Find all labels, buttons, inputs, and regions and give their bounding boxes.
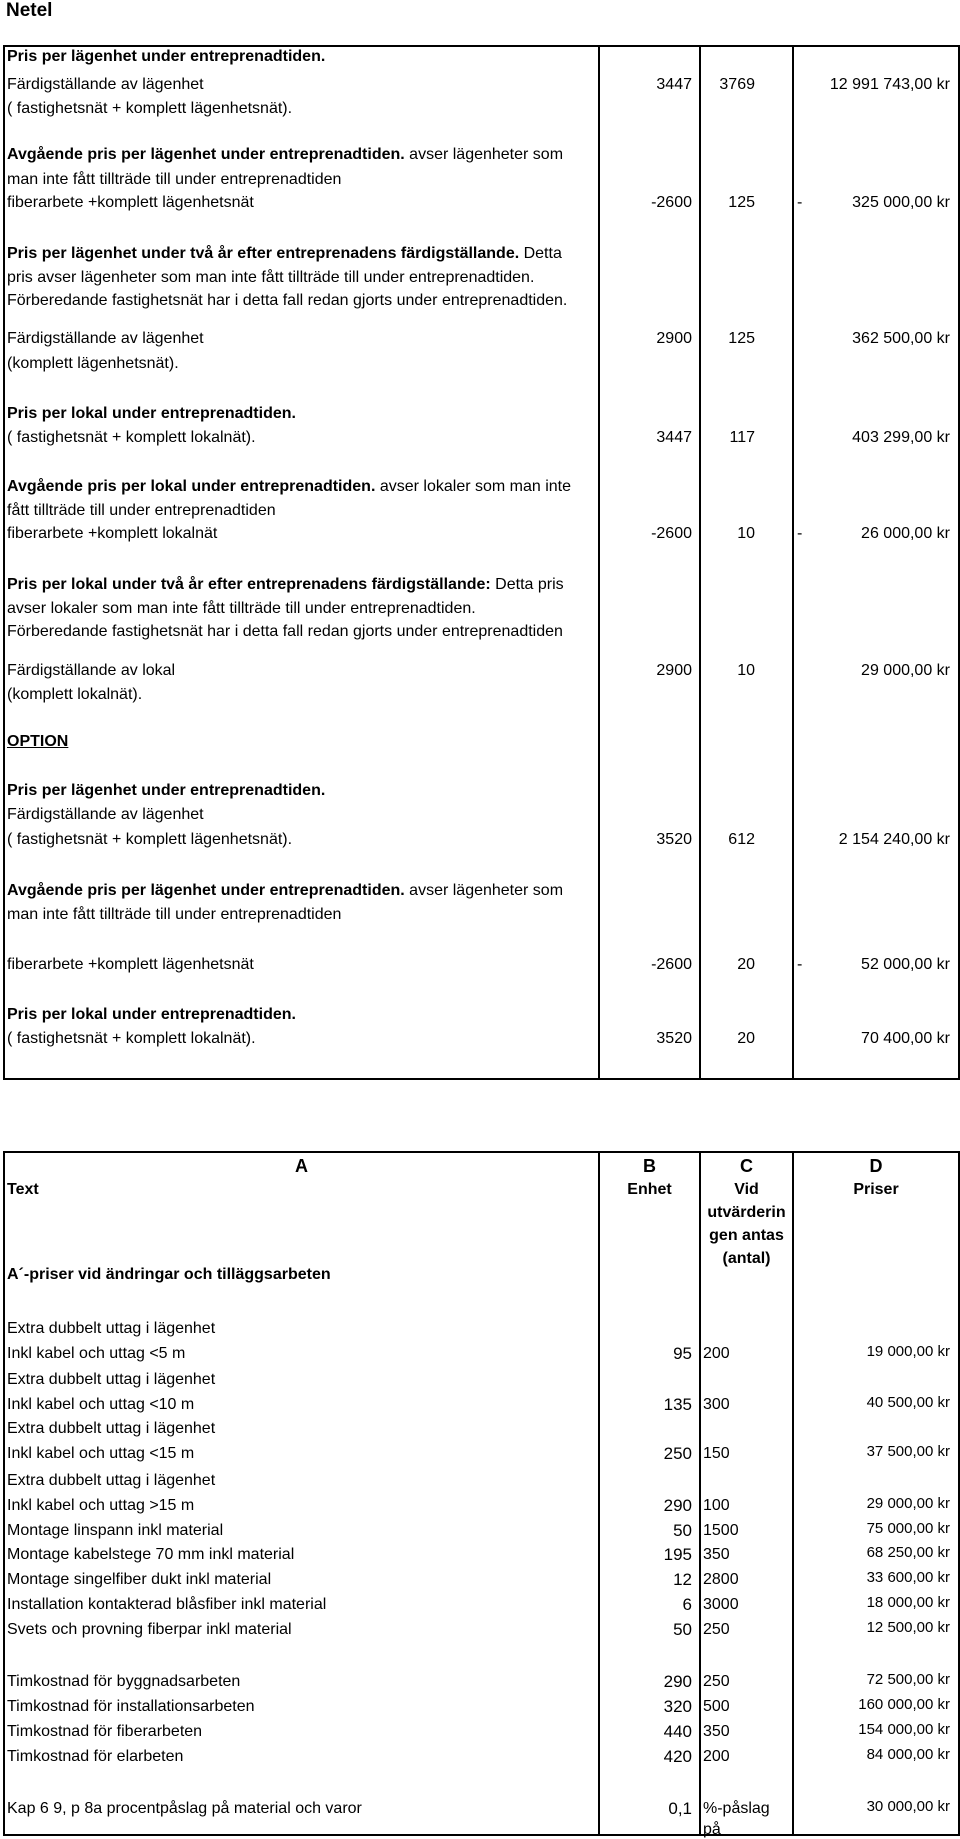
s8-val2: 20	[737, 956, 755, 973]
row-enhet: 6	[682, 1595, 692, 1614]
s1-val1: 3447	[656, 76, 692, 93]
s5-heading: Avgående pris per lokal under entreprenadtiden.	[7, 478, 376, 495]
header-vid-line3: gen antas	[709, 1227, 784, 1244]
frame-bottom-border	[3, 1078, 960, 1080]
page-title: Netel	[6, 0, 53, 21]
row-pris: 12 500,00 kr	[866, 1619, 950, 1636]
s5-note: avser lokaler som man inte	[375, 478, 572, 495]
s3-note: Detta	[519, 245, 562, 262]
s6-heading: Pris per lokal under två år efter entreprenadens färdigställande:	[7, 576, 491, 593]
s5-total: 26 000,00 kr	[861, 525, 950, 542]
s8-line2: man inte fått tillträde till under entreprenadtiden	[7, 906, 342, 923]
row-pris: 30 000,00 kr	[866, 1798, 950, 1815]
s2-note: avser lägenheter som	[404, 146, 564, 163]
s7-heading: Pris per lägenhet under entreprenadtiden.	[7, 782, 326, 799]
row-pris: 75 000,00 kr	[866, 1520, 950, 1537]
row-pris: 19 000,00 kr	[866, 1343, 950, 1360]
row-text: Montage kabelstege 70 mm inkl material	[7, 1546, 295, 1563]
row-pris: 154 000,00 kr	[858, 1721, 950, 1738]
s4-heading: Pris per lokal under entreprenadtiden.	[7, 405, 296, 422]
s8-note: avser lägenheter som	[404, 882, 564, 899]
header-vid-line4: (antal)	[722, 1250, 771, 1267]
s4-total: 403 299,00 kr	[852, 429, 950, 446]
row-enhet: 320	[663, 1697, 692, 1716]
row-text: Inkl kabel och uttag >15 m	[7, 1497, 195, 1514]
table-top-border	[3, 1151, 960, 1153]
header-vid-line2: utvärderin	[707, 1204, 786, 1221]
row-antal: 2800	[703, 1571, 739, 1588]
s6-line2: avser lokaler som man inte fått tillträde till under entreprenadtiden.	[7, 600, 476, 617]
s3-val2: 125	[728, 330, 755, 347]
column-letter-a: A	[295, 1156, 308, 1176]
row-text: Inkl kabel och uttag <5 m	[7, 1345, 186, 1362]
row-enhet: 290	[663, 1496, 692, 1515]
row-enhet: 195	[663, 1545, 692, 1564]
row-pris: 37 500,00 kr	[866, 1443, 950, 1460]
header-vid-line1: Vid	[734, 1181, 759, 1198]
row-antal: 350	[703, 1546, 730, 1563]
s7-line2: Färdigställande av lägenhet	[7, 806, 204, 823]
row-enhet: 135	[663, 1395, 692, 1414]
s5-dash: -	[797, 525, 803, 542]
s2-heading-line	[7, 145, 563, 164]
s2-dash: -	[797, 194, 803, 211]
s1-val2: 3769	[719, 76, 755, 93]
row-text: Installation kontakterad blåsfiber inkl material	[7, 1596, 327, 1613]
row-antal: 3000	[703, 1596, 739, 1613]
header-text: Text	[7, 1181, 39, 1198]
s3-total: 362 500,00 kr	[852, 330, 950, 347]
s5-line2: fått tillträde till under entreprenadtiden	[7, 502, 276, 519]
s6-total: 29 000,00 kr	[861, 662, 950, 679]
row-antal: 250	[703, 1621, 730, 1638]
s3-line5: (komplett lägenhetsnät).	[7, 355, 179, 372]
row-pris: 68 250,00 kr	[866, 1544, 950, 1561]
s3-heading-line	[7, 244, 562, 263]
row-antal-line2: på	[703, 1821, 721, 1838]
option-label: OPTION	[7, 733, 69, 750]
row-antal: 100	[703, 1497, 730, 1514]
s8-heading: Avgående pris per lägenhet under entreprenadtiden.	[7, 882, 405, 899]
s9-val2: 20	[737, 1030, 755, 1047]
s9-line2: ( fastighetsnät + komplett lokalnät).	[7, 1030, 256, 1047]
row-antal: 250	[703, 1673, 730, 1690]
table-bottom-border	[3, 1834, 960, 1836]
s1-heading: Pris per lägenhet under entreprenadtiden.	[7, 48, 326, 65]
s5-val1: -2600	[651, 525, 692, 542]
s3-heading: Pris per lägenhet under två år efter entreprenadens färdigställande.	[7, 245, 520, 262]
s1-line1: Färdigställande av lägenhet	[7, 76, 204, 93]
row-pris: 160 000,00 kr	[858, 1696, 950, 1713]
s1-total: 12 991 743,00 kr	[829, 76, 950, 93]
s2-val2: 125	[728, 194, 755, 211]
row-antal: 500	[703, 1698, 730, 1715]
row-text: Inkl kabel och uttag <10 m	[7, 1396, 195, 1413]
row-text: Timkostnad för elarbeten	[7, 1748, 184, 1765]
row-enhet: 420	[663, 1747, 692, 1766]
s6-line4: Färdigställande av lokal	[7, 662, 176, 679]
s2-line3: fiberarbete +komplett lägenhetsnät	[7, 194, 254, 211]
row-pris: 84 000,00 kr	[866, 1746, 950, 1763]
row-text-line1: Extra dubbelt uttag i lägenhet	[7, 1371, 216, 1388]
row-antal: 150	[703, 1445, 730, 1462]
row-text: Svets och provning fiberpar inkl material	[7, 1621, 292, 1638]
s9-total: 70 400,00 kr	[861, 1030, 950, 1047]
header-enhet: Enhet	[627, 1181, 672, 1198]
s5-val2: 10	[737, 525, 755, 542]
row-antal: %-påslag	[703, 1800, 770, 1817]
s8-line3: fiberarbete +komplett lägenhetsnät	[7, 956, 254, 973]
s6-val1: 2900	[656, 662, 692, 679]
column-letter-b: B	[643, 1156, 656, 1176]
column-letter-c: C	[740, 1156, 753, 1176]
s8-dash: -	[797, 956, 803, 973]
row-antal: 200	[703, 1748, 730, 1765]
row-enhet: 95	[673, 1344, 692, 1363]
s5-line3: fiberarbete +komplett lokalnät	[7, 525, 218, 542]
row-text: Kap 6 9, p 8a procentpåslag på material och varor	[7, 1800, 362, 1817]
row-text-line1: Extra dubbelt uttag i lägenhet	[7, 1420, 216, 1437]
s3-val1: 2900	[656, 330, 692, 347]
row-pris: 33 600,00 kr	[866, 1569, 950, 1586]
row-antal: 200	[703, 1345, 730, 1362]
s7-val2: 612	[728, 831, 755, 848]
s3-line2: pris avser lägenheter som man inte fått tillträde till under entreprenadtiden.	[7, 269, 535, 286]
frame-left-border	[3, 45, 5, 1080]
row-antal: 300	[703, 1396, 730, 1413]
s3-line4: Färdigställande av lägenhet	[7, 330, 204, 347]
s3-line3: Förberedande fastighetsnät har i detta fall redan gjorts under entreprenadtiden.	[7, 292, 568, 309]
row-text: Timkostnad för fiberarbeten	[7, 1723, 203, 1740]
row-enhet: 290	[663, 1672, 692, 1691]
row-enhet: 12	[673, 1570, 692, 1589]
row-text-line1: Extra dubbelt uttag i lägenhet	[7, 1472, 216, 1489]
row-enhet: 250	[663, 1444, 692, 1463]
row-pris: 29 000,00 kr	[866, 1495, 950, 1512]
s9-heading: Pris per lokal under entreprenadtiden.	[7, 1006, 296, 1023]
row-pris: 72 500,00 kr	[866, 1671, 950, 1688]
s4-val1: 3447	[656, 429, 692, 446]
s8-heading-line	[7, 881, 563, 900]
row-antal: 350	[703, 1723, 730, 1740]
row-text: Montage linspann inkl material	[7, 1522, 224, 1539]
s7-total: 2 154 240,00 kr	[838, 831, 950, 848]
row-text: Timkostnad för byggnadsarbeten	[7, 1673, 241, 1690]
table-left-border	[3, 1151, 5, 1836]
row-pris: 18 000,00 kr	[866, 1594, 950, 1611]
row-text-line1: Extra dubbelt uttag i lägenhet	[7, 1320, 216, 1337]
row-enhet: 440	[663, 1722, 692, 1741]
s2-heading: Avgående pris per lägenhet under entreprenadtiden.	[7, 146, 405, 163]
row-enhet: 50	[673, 1620, 692, 1639]
s2-val1: -2600	[651, 194, 692, 211]
row-enhet: 0,1	[668, 1799, 692, 1818]
s6-note: Detta pris	[490, 576, 564, 593]
s6-line5: (komplett lokalnät).	[7, 686, 143, 703]
s6-line3: Förberedande fastighetsnät har i detta fall redan gjorts under entreprenadtiden	[7, 623, 563, 640]
s8-val1: -2600	[651, 956, 692, 973]
frame-col-divider-3	[792, 45, 794, 1080]
row-enhet: 50	[673, 1521, 692, 1540]
s9-val1: 3520	[656, 1030, 692, 1047]
s5-heading-line	[7, 477, 571, 496]
s4-val2: 117	[729, 429, 755, 446]
s7-line3: ( fastighetsnät + komplett lägenhetsnät).	[7, 831, 293, 848]
row-text: Inkl kabel och uttag <15 m	[7, 1445, 195, 1462]
row-text: Timkostnad för installationsarbeten	[7, 1698, 255, 1715]
s2-line2: man inte fått tillträde till under entreprenadtiden	[7, 171, 342, 188]
row-antal: 1500	[703, 1522, 739, 1539]
row-pris: 40 500,00 kr	[866, 1394, 950, 1411]
header-priser: Priser	[853, 1181, 899, 1198]
row-text: Montage singelfiber dukt inkl material	[7, 1571, 272, 1588]
s7-val1: 3520	[656, 831, 692, 848]
table-subheading: A´-priser vid ändringar och tilläggsarbeten	[7, 1266, 331, 1283]
column-letter-d: D	[869, 1156, 883, 1176]
s4-line2: ( fastighetsnät + komplett lokalnät).	[7, 429, 256, 446]
s1-line2: ( fastighetsnät + komplett lägenhetsnät).	[7, 100, 293, 117]
s6-val2: 10	[737, 662, 755, 679]
s2-total: 325 000,00 kr	[852, 194, 950, 211]
s6-heading-line	[7, 575, 564, 594]
s8-total: 52 000,00 kr	[861, 956, 950, 973]
